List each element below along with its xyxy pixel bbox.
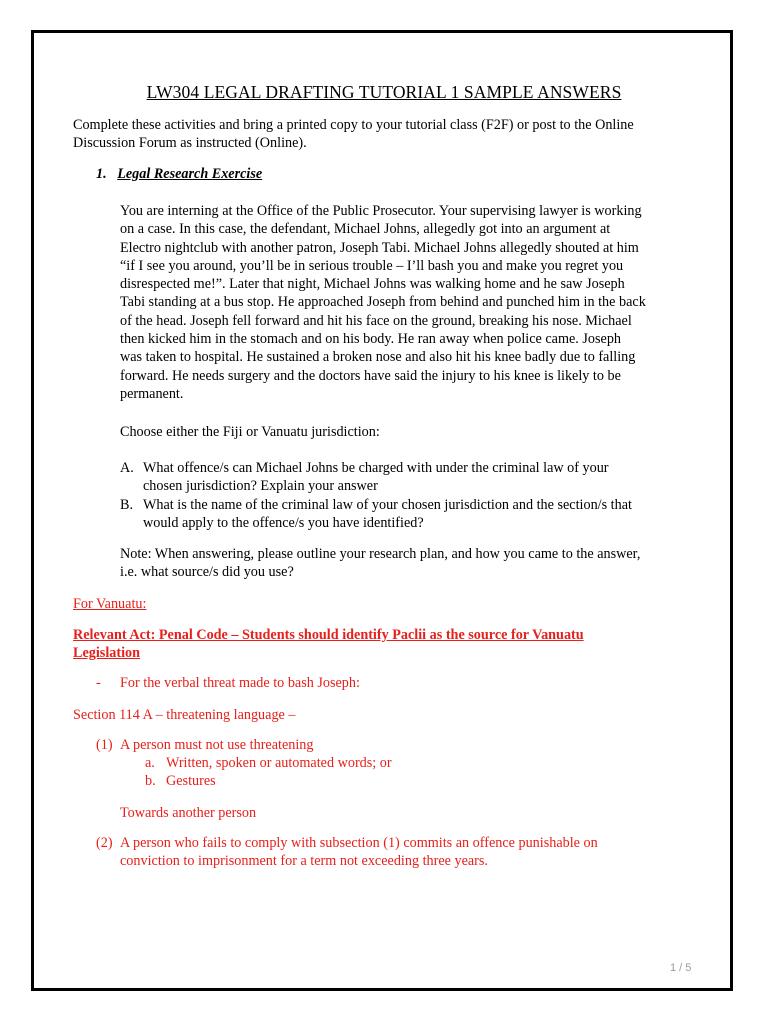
towards-another-person: Towards another person: [120, 805, 257, 821]
question-b-label: B.: [120, 497, 134, 513]
section-1-heading-row: [96, 165, 262, 183]
scenario-paragraph: [120, 202, 646, 403]
section-heading: Legal Research Exercise: [117, 166, 263, 182]
question-a-line: What offence/s can Michael Johns be charged with under the criminal law of your: [143, 460, 609, 476]
subsection-1-text: A person must not use threatening: [120, 737, 314, 753]
section-number: 1.: [96, 166, 107, 182]
document-title: LW304 LEGAL DRAFTING TUTORIAL 1 SAMPLE ANSWERS: [146, 82, 622, 102]
note-paragraph: [120, 545, 640, 582]
subsection-2-label: (2): [96, 835, 113, 851]
scenario-line: You are interning at the Office of the Public Prosecutor. Your supervising lawyer is working: [120, 203, 642, 219]
item-b-label: b.: [145, 773, 156, 789]
scenario-line: Tabi standing at a bus stop. He approached Joseph from behind and punched him in the back: [120, 294, 646, 311]
scenario-line: on a case. In this case, the defendant, Michael Johns, allegedly got into an argument at: [120, 221, 611, 238]
scenario-line: permanent.: [120, 385, 184, 402]
question-b-line: What is the name of the criminal law of your chosen jurisdiction and the section/s that: [143, 497, 632, 513]
item-b-text: Gestures: [166, 773, 216, 789]
bullet-marker: -: [96, 675, 101, 691]
intro-line-1: Complete these activities and bring a printed copy to your tutorial class (F2F) or post to the Online: [73, 117, 634, 133]
item-a-label: a.: [145, 755, 155, 771]
question-b-line: would apply to the offence/s you have identified?: [143, 515, 424, 532]
item-a-text: Written, spoken or automated words; or: [166, 755, 392, 771]
scenario-line: forward. He needs surgery and the doctors have said the injury to his knee is likely to be: [120, 367, 621, 384]
scenario-line: was taken to hospital. He sustained a broken nose and also hit his knee badly due to falling: [120, 349, 636, 366]
scenario-line: disrespected me!”. Later that night, Michael Johns was walking home and he saw Joseph: [120, 276, 625, 293]
relevant-act-line: Legislation: [73, 645, 141, 662]
section-114a-heading: Section 114 A – threatening language –: [73, 707, 296, 723]
relevant-act-line: Relevant Act: Penal Code – Students should identify Paclii as the source for Vanuatu: [73, 627, 584, 643]
subsection-2-line: A person who fails to comply with subsection (1) commits an offence punishable on: [120, 835, 598, 851]
scenario-line: then kicked him in the stomach and on his body. He ran away when police came. Joseph: [120, 331, 622, 348]
subsection-2-line: conviction to imprisonment for a term not exceeding three years.: [120, 853, 488, 870]
question-a-label: A.: [120, 460, 134, 476]
for-vanuatu-heading: For Vanuatu:: [73, 596, 147, 612]
page-number: 1 / 5: [670, 962, 692, 974]
choose-jurisdiction: Choose either the Fiji or Vanuatu jurisdiction:: [120, 424, 380, 440]
relevant-act: [73, 626, 584, 663]
subsection-1-label: (1): [96, 737, 113, 753]
question-a-line: chosen jurisdiction? Explain your answer: [143, 478, 378, 495]
note-line: Note: When answering, please outline your research plan, and how you came to the answer,: [120, 546, 641, 562]
scenario-line: “if I see you around, you’ll be in serious trouble – I’ll bash you and make you regret you: [120, 257, 624, 274]
intro-line-2: Discussion Forum as instructed (Online).: [73, 135, 307, 151]
scenario-line: of the head. Joseph fell forward and hit his face on the ground, breaking his nose. Michael: [120, 312, 632, 329]
note-line: i.e. what source/s did you use?: [120, 564, 294, 581]
scenario-line: Electro nightclub with another patron, Joseph Tabi. Michael Johns allegedly shouted at him: [120, 239, 639, 256]
bullet-text: For the verbal threat made to bash Joseph:: [120, 675, 360, 691]
